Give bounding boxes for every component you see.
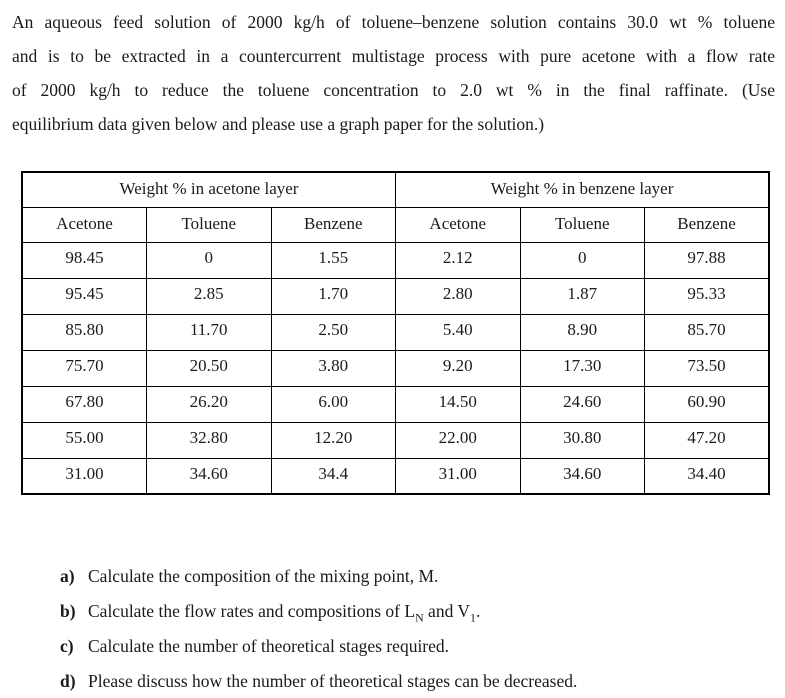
table-cell: 67.80 — [22, 386, 147, 422]
question-d-label: d) — [60, 671, 76, 691]
group-header-acetone-layer: Weight % in acetone layer — [22, 172, 396, 207]
question-b-text — [88, 600, 481, 625]
table-cell: 0 — [147, 242, 272, 278]
table-cell: 97.88 — [645, 242, 770, 278]
problem-statement — [12, 5, 775, 141]
question-b-text-pre: Calculate the flow rates and compositions of L — [88, 601, 416, 621]
table-cell: 2.50 — [271, 314, 396, 350]
table-cell: 31.00 — [396, 458, 521, 494]
table-cell: 98.45 — [22, 242, 147, 278]
question-c-text: Calculate the number of theoretical stages required. — [88, 636, 450, 656]
table-cell: 32.80 — [147, 422, 272, 458]
table-cell: 31.00 — [22, 458, 147, 494]
table-cell: 6.00 — [271, 386, 396, 422]
table-row — [22, 350, 769, 386]
table-cell: 3.80 — [271, 350, 396, 386]
table-cell: 2.12 — [396, 242, 521, 278]
table-cell: 20.50 — [147, 350, 272, 386]
table-cell: 47.20 — [645, 422, 770, 458]
questions-list — [60, 565, 775, 698]
problem-line-4: equilibrium data given below and please use a graph paper for the solution.) — [12, 114, 545, 134]
column-header-acetone-1: Acetone — [22, 207, 147, 242]
question-b-label: b) — [60, 601, 76, 621]
column-header-acetone-2: Acetone — [396, 207, 521, 242]
equilibrium-data-table — [21, 171, 770, 495]
table-row — [22, 242, 769, 278]
table-cell: 30.80 — [520, 422, 645, 458]
column-header-toluene-2: Toluene — [520, 207, 645, 242]
table-row — [22, 458, 769, 494]
question-d-text: Please discuss how the number of theoretical stages can be decreased. — [88, 671, 578, 691]
table-cell: 34.60 — [147, 458, 272, 494]
table-row — [22, 422, 769, 458]
table-cell: 2.80 — [396, 278, 521, 314]
table-column-header-row — [22, 207, 769, 242]
group-header-benzene-layer: Weight % in benzene layer — [396, 172, 770, 207]
question-b-text-post: . — [475, 601, 481, 621]
problem-line-1: An aqueous feed solution of 2000 kg/h of toluene–benzene solution contains 30.0 wt % toluene — [12, 12, 775, 32]
table-cell: 73.50 — [645, 350, 770, 386]
table-cell: 34.40 — [645, 458, 770, 494]
table-cell: 8.90 — [520, 314, 645, 350]
table-cell: 95.45 — [22, 278, 147, 314]
table-cell: 55.00 — [22, 422, 147, 458]
table-cell: 85.70 — [645, 314, 770, 350]
question-b-text-mid: and V — [423, 601, 471, 621]
table-cell: 95.33 — [645, 278, 770, 314]
table-cell: 1.55 — [271, 242, 396, 278]
table-cell: 60.90 — [645, 386, 770, 422]
table-cell: 12.20 — [271, 422, 396, 458]
table-cell: 17.30 — [520, 350, 645, 386]
table-cell: 14.50 — [396, 386, 521, 422]
table-group-header-row — [22, 172, 769, 207]
table-cell: 2.85 — [147, 278, 272, 314]
table-cell: 0 — [520, 242, 645, 278]
problem-line-3: of 2000 kg/h to reduce the toluene concentration to 2.0 wt % in the final raffinate. (Use — [12, 80, 775, 100]
table-cell: 34.60 — [520, 458, 645, 494]
table-cell: 5.40 — [396, 314, 521, 350]
column-header-benzene-1: Benzene — [271, 207, 396, 242]
table-row — [22, 386, 769, 422]
question-b — [60, 600, 775, 635]
table-cell: 26.20 — [147, 386, 272, 422]
table-cell: 22.00 — [396, 422, 521, 458]
table-cell: 75.70 — [22, 350, 147, 386]
column-header-toluene-1: Toluene — [147, 207, 272, 242]
question-b-subscript-n: N — [415, 610, 424, 625]
table-cell: 11.70 — [147, 314, 272, 350]
problem-line-2: and is to be extracted in a countercurrent multistage process with pure acetone with a flow rate — [12, 46, 775, 66]
question-a — [60, 565, 775, 600]
question-b-subscript-1: 1 — [470, 610, 476, 625]
table-cell: 24.60 — [520, 386, 645, 422]
table-cell: 9.20 — [396, 350, 521, 386]
column-header-benzene-2: Benzene — [645, 207, 770, 242]
table-cell: 34.4 — [271, 458, 396, 494]
question-a-text: Calculate the composition of the mixing point, M. — [88, 566, 439, 586]
question-a-label: a) — [60, 566, 75, 586]
table-cell: 1.87 — [520, 278, 645, 314]
table-row — [22, 314, 769, 350]
question-c — [60, 635, 775, 670]
question-c-label: c) — [60, 636, 74, 656]
table-row — [22, 278, 769, 314]
table-cell: 1.70 — [271, 278, 396, 314]
question-d — [60, 670, 775, 698]
table-cell: 85.80 — [22, 314, 147, 350]
